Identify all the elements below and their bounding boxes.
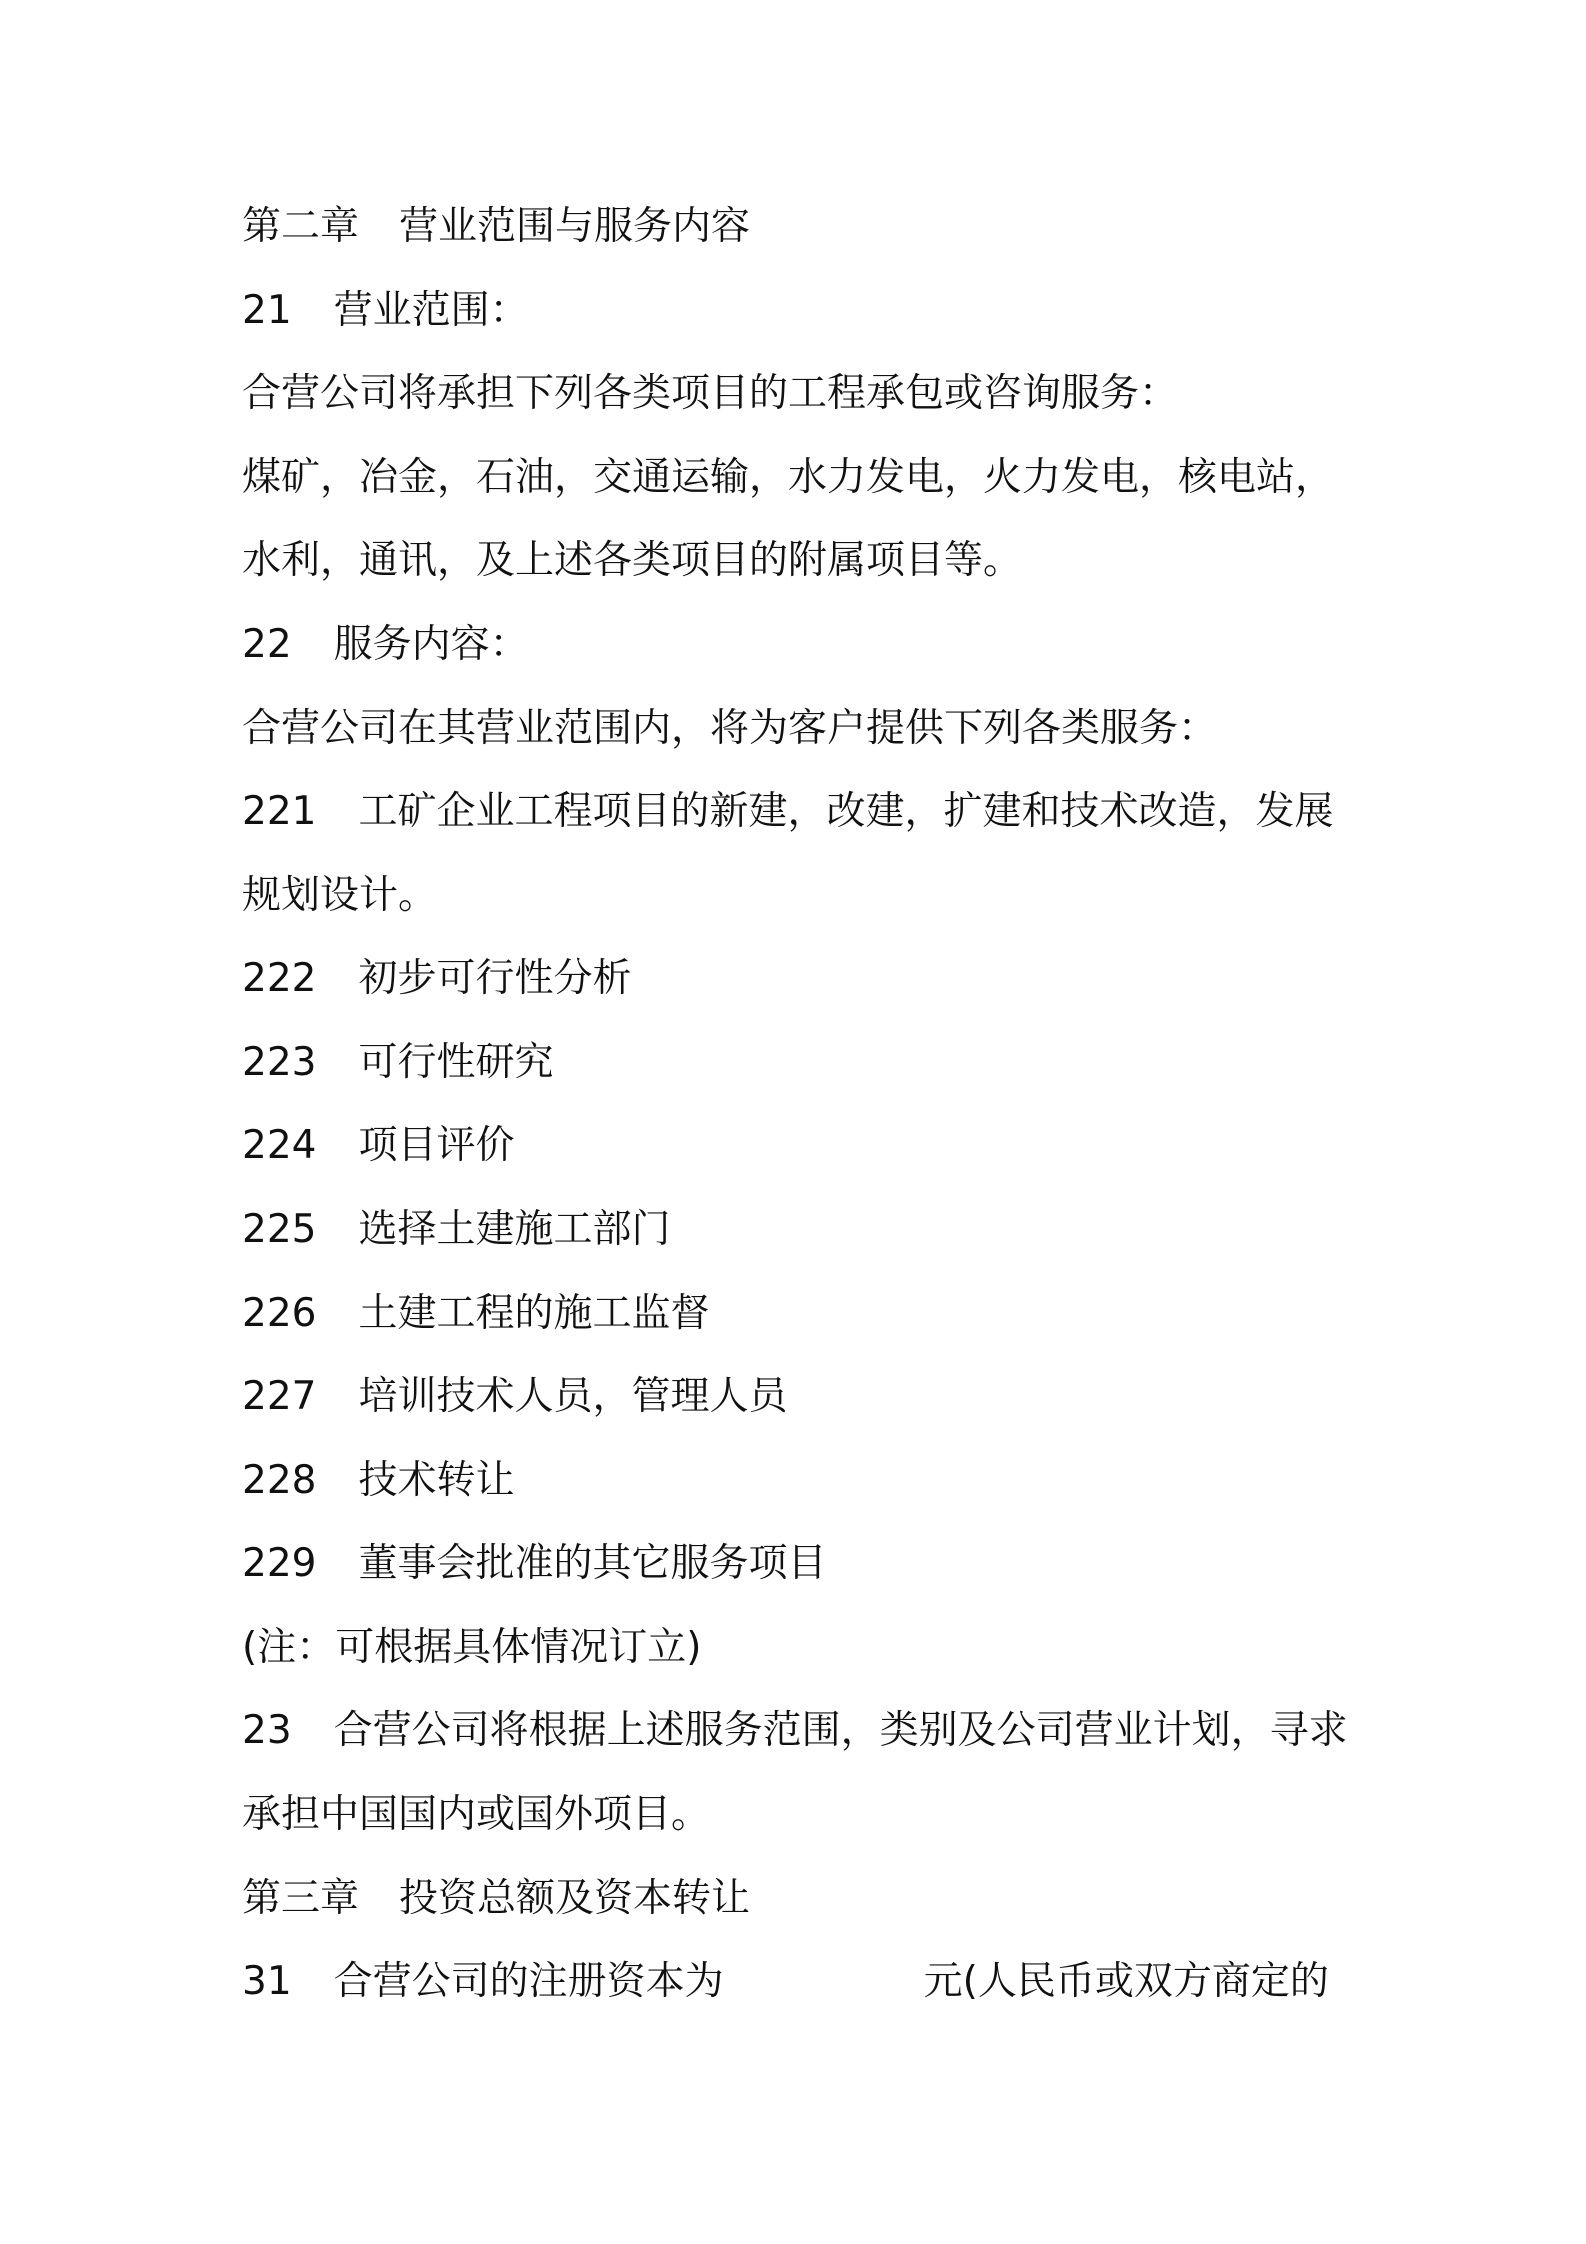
item-text: 董事会批准的其它服务项目 xyxy=(358,1541,827,1586)
list-item xyxy=(242,1457,514,1505)
item-number: 223 xyxy=(242,1040,317,1085)
section-number: 23 xyxy=(242,1708,292,1753)
list-item xyxy=(242,1373,787,1421)
section-text: 合营公司将根据上述服务范围，类别及公司营业计划，寻求 xyxy=(333,1708,1348,1753)
item-text: 可行性研究 xyxy=(358,1040,554,1085)
list-item xyxy=(242,1206,670,1254)
chapter-title: 营业范围与服务内容 xyxy=(399,204,751,249)
list-item xyxy=(242,1540,826,1588)
section-21-heading xyxy=(242,287,529,335)
list-item xyxy=(242,1122,514,1170)
item-text: 土建工程的施工监督 xyxy=(358,1291,710,1336)
section-number: 31 xyxy=(242,1959,292,2004)
paragraph: 规划设计。 xyxy=(242,873,438,918)
section-number: 22 xyxy=(242,622,292,667)
item-number: 229 xyxy=(242,1541,317,1586)
list-item xyxy=(242,788,1333,836)
chapter-3-heading xyxy=(242,1875,750,1923)
item-number: 225 xyxy=(242,1207,317,1252)
item-number: 226 xyxy=(242,1291,317,1336)
item-text: 工矿企业工程项目的新建，改建，扩建和技术改造，发展 xyxy=(358,789,1334,834)
item-text: 培训技术人员，管理人员 xyxy=(358,1374,788,1419)
list-item xyxy=(242,1290,709,1338)
paragraph: 合营公司在其营业范围内，将为客户提供下列各类服务： xyxy=(242,706,1218,751)
list-item xyxy=(242,955,631,1003)
item-text: 项目评价 xyxy=(358,1123,515,1168)
paragraph: 煤矿，冶金，石油，交通运输，水力发电，火力发电，核电站， xyxy=(242,455,1335,500)
item-number: 224 xyxy=(242,1123,317,1168)
paragraph: 承担中国国内或国外项目。 xyxy=(242,1792,711,1837)
item-number: 228 xyxy=(242,1458,317,1503)
note: (注：可根据具体情况订立) xyxy=(242,1625,702,1670)
item-number: 227 xyxy=(242,1374,317,1419)
section-31 xyxy=(242,1958,1329,2006)
chapter-label: 第三章 xyxy=(242,1876,360,1921)
paragraph: 合营公司将承担下列各类项目的工程承包或咨询服务： xyxy=(242,371,1179,416)
section-title: 营业范围： xyxy=(333,288,529,333)
list-item xyxy=(242,1039,553,1087)
section-number: 21 xyxy=(242,288,292,333)
item-number: 222 xyxy=(242,956,317,1001)
item-text: 初步可行性分析 xyxy=(358,956,632,1001)
chapter-title: 投资总额及资本转让 xyxy=(399,1876,751,1921)
section-title: 服务内容： xyxy=(333,622,529,667)
paragraph: 水利，通讯，及上述各类项目的附属项目等。 xyxy=(242,538,1023,583)
section-text-continued: 元(人民币或双方商定的 xyxy=(923,1959,1329,2004)
chapter-2-heading xyxy=(242,203,750,251)
section-22-heading xyxy=(242,621,529,669)
section-23 xyxy=(242,1707,1348,1755)
chapter-label: 第二章 xyxy=(242,204,360,249)
item-text: 选择土建施工部门 xyxy=(358,1207,671,1252)
section-text: 合营公司的注册资本为 xyxy=(333,1959,724,2004)
item-text: 技术转让 xyxy=(358,1458,515,1503)
item-number: 221 xyxy=(242,789,317,834)
